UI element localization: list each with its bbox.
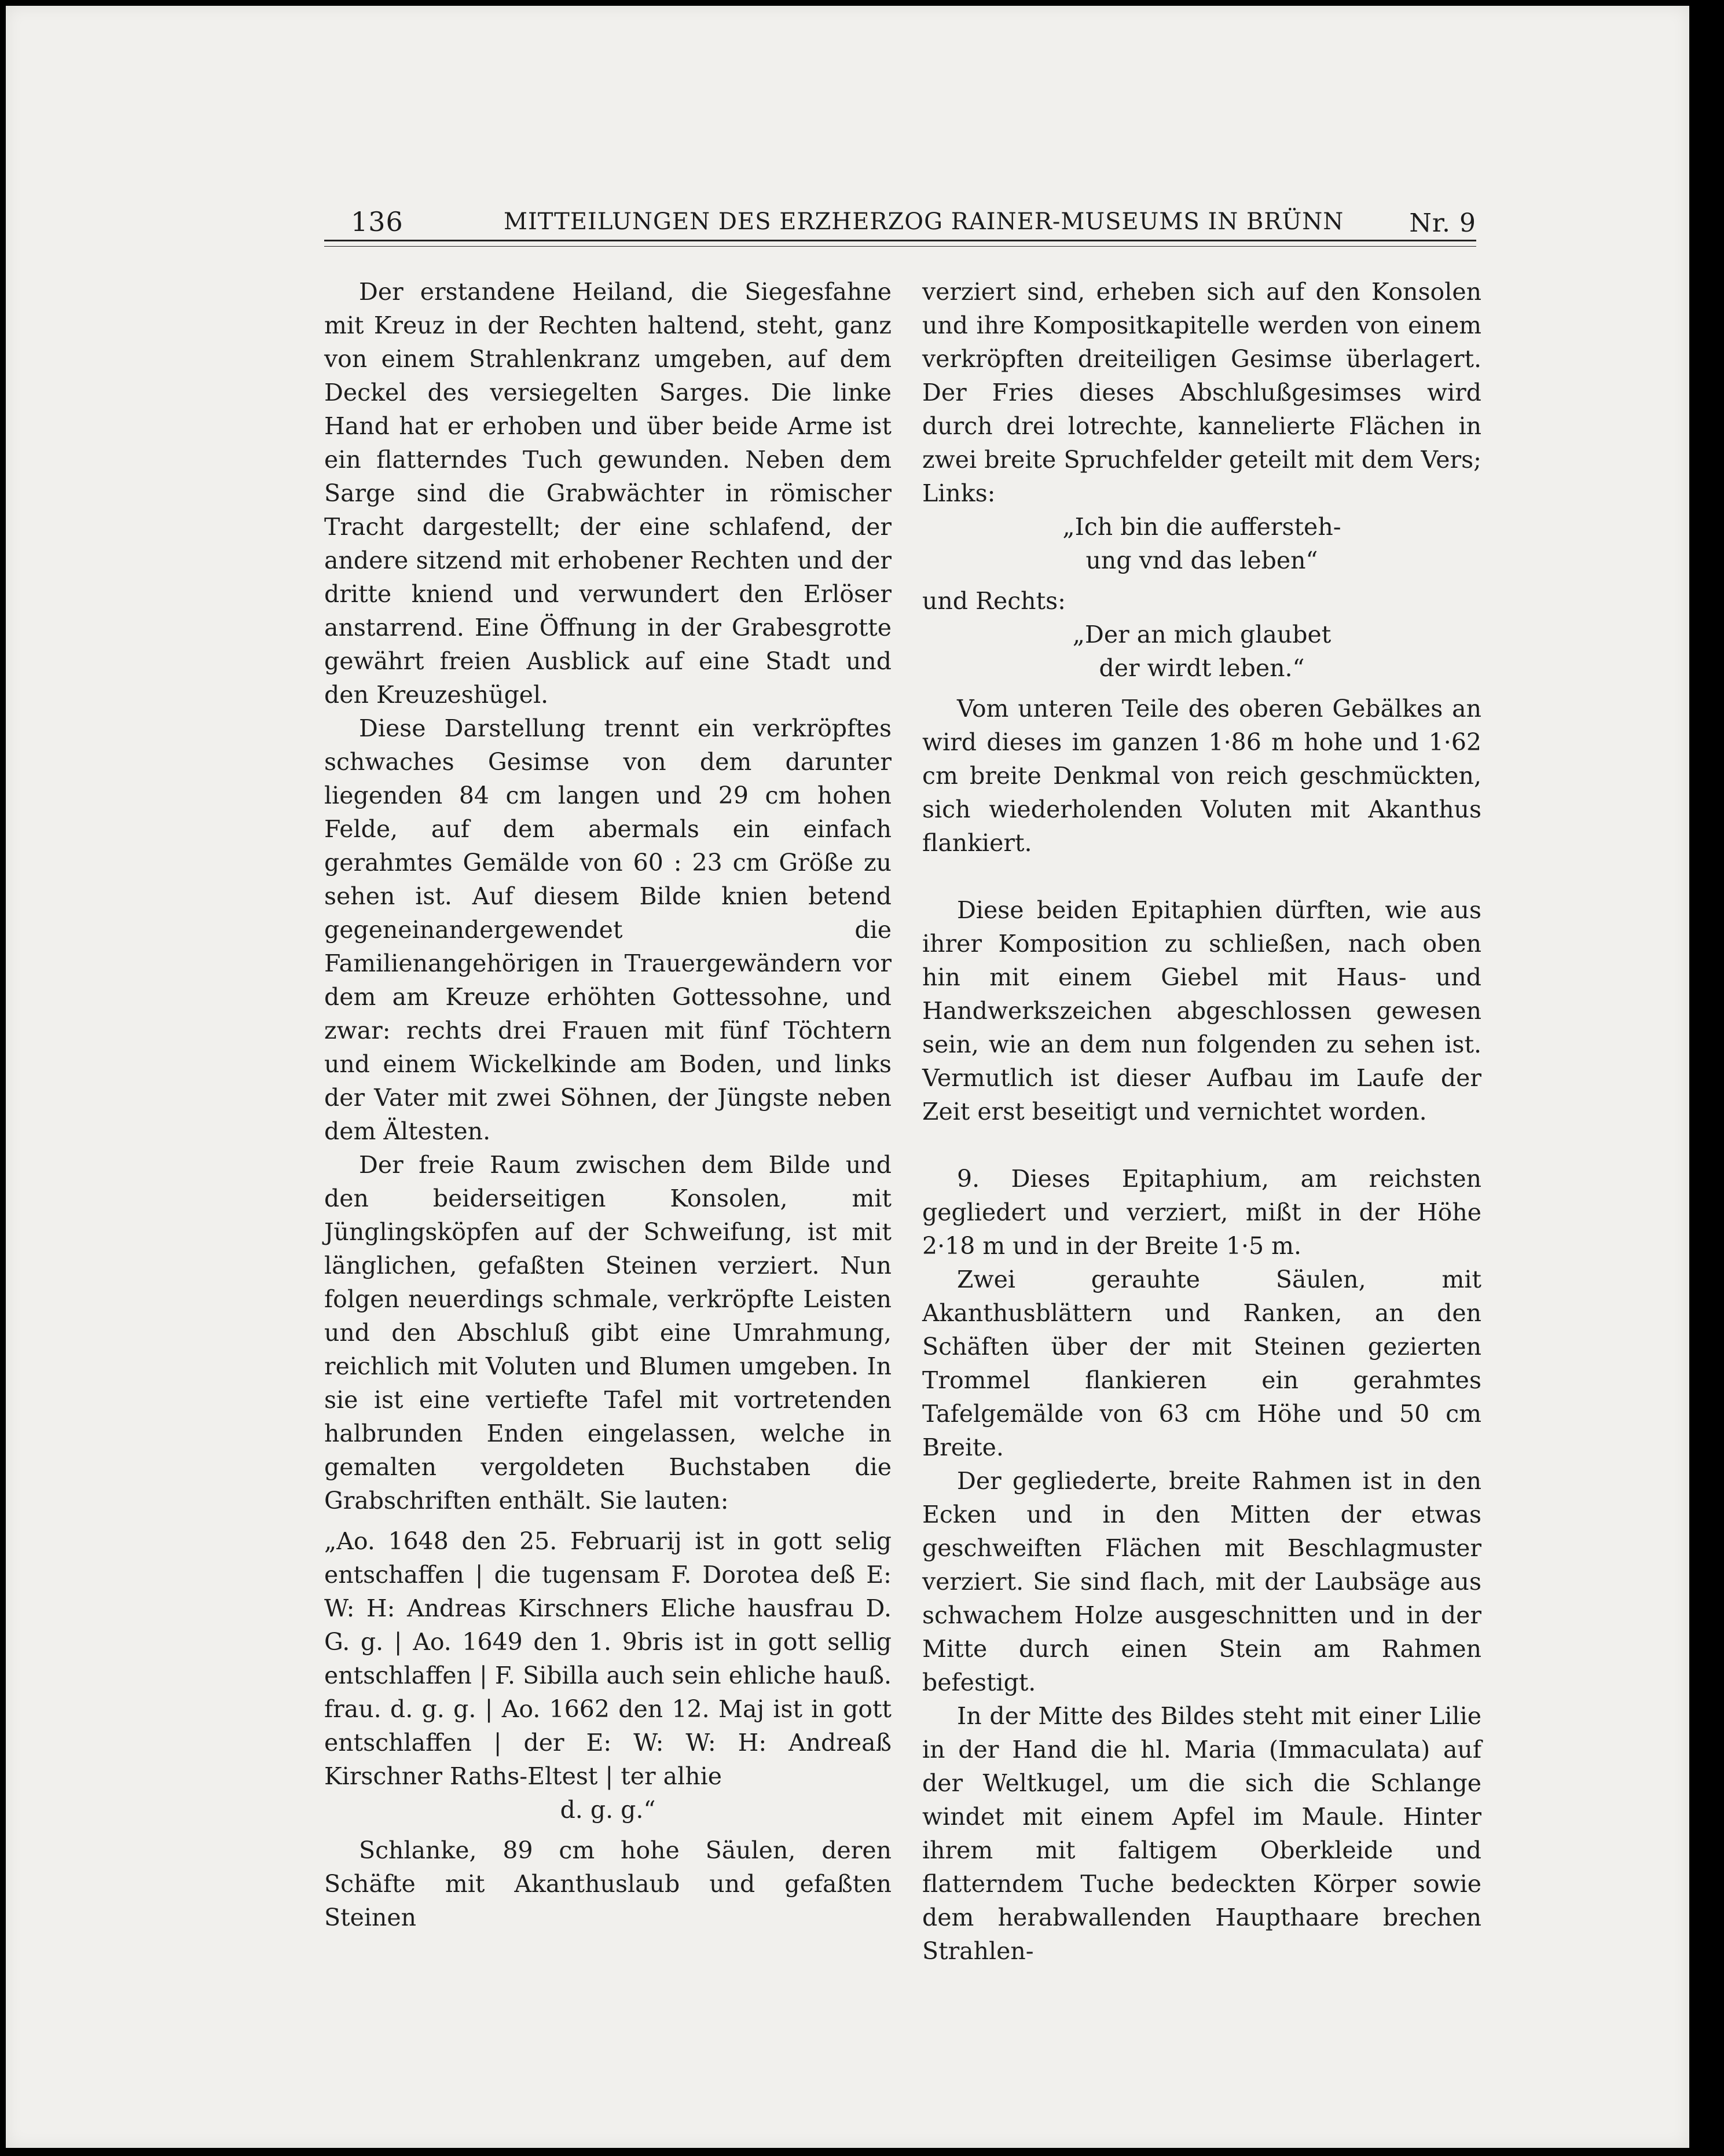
paragraph: Schlanke, 89 cm hohe Säulen, deren Schäfte mit Akanthuslaub und gefaßten Steinen [324, 1836, 892, 1931]
verse-line: ung vnd das leben“ [1085, 547, 1318, 574]
right-column [922, 275, 1481, 1968]
paragraph: 9. Dieses Epitaphium, am reichsten gegliedert und verziert, mißt in der Höhe 2·18 m und in der Breite 1·5 m. [922, 1165, 1481, 1260]
verse-line: „Der an mich glaubet [1072, 621, 1331, 648]
page-number: 136 [351, 206, 404, 237]
issue-number: Nr. 9 [1409, 208, 1476, 238]
paragraph: Diese Darstellung trennt ein verkröpftes schwaches Gesimse von dem darunter liegenden 84 cm langen und 29 cm hohen Felde, auf dem abermals ein einfach gerahmtes Gemälde von 60 : 23 cm Größe zu sehen ist. Auf diesem Bilde knien betend gegeneinandergewendet die Familienangehörigen in Trauergewändern vor dem am Kreuze erhöhten Gottessohne, und zwar: rechts drei Frauen mit fünf Töchtern und einem Wickelkinde am Boden, und links der Vater mit zwei Söhnen, der Jüngste neben dem Ältesten. [324, 714, 892, 1145]
scan-border [1689, 0, 1724, 2156]
epitaph-quote-end: d. g. g.“ [560, 1796, 656, 1824]
running-head [324, 203, 1476, 243]
header-rule [324, 240, 1476, 247]
paragraph: Der freie Raum zwischen dem Bilde und den beiderseitigen Konsolen, mit Jünglingsköpfen auf der Schweifung, ist mit länglichen, gefaßten Steinen verziert. Nun folgen neuerdings schmale, verkröpfte Leisten und den Abschluß gibt eine Umrahmung, reichlich mit Voluten und Blumen umgeben. In sie ist eine vertiefte Tafel mit vortretenden halbrunden Enden eingelassen, welche in gemalten vergoldeten Buchstaben die Grabschriften enthält. Sie lauten: [324, 1151, 892, 1515]
paragraph: verziert sind, erheben sich auf den Konsolen und ihre Kompositkapitelle werden von einem verkröpften dreiteiligen Gesimse überlagert. Der Fries dieses Abschlußgesimses wird durch drei lotrechte, kannelierte Flächen in zwei breite Spruchfelder geteilt mit dem Vers; Links: [922, 278, 1481, 507]
verse-line: „Ich bin die auffersteh- [1062, 513, 1341, 541]
paragraph: Zwei gerauhte Säulen, mit Akanthusblättern und Ranken, an den Schäften über der mit Steinen gezierten Trommel flankieren ein gerahmtes Tafelgemälde von 63 cm Höhe und 50 cm Breite. [922, 1266, 1481, 1461]
paragraph: Der gegliederte, breite Rahmen ist in den Ecken und in den Mitten der etwas geschweiften Flächen mit Beschlagmuster verziert. Sie sind flach, mit der Laubsäge aus schwachem Holze ausgeschnitten und in der Mitte durch einen Stein am Rahmen befestigt. [922, 1467, 1481, 1696]
verse-line: der wirdt leben.“ [1099, 654, 1305, 682]
epitaph-quote: „Ao. 1648 den 25. Februarij ist in gott selig entschaffen | die tugensam F. Dorotea deß E: W: H: Andreas Kirschners Eliche hausfrau D. G. g. | Ao. 1649 den 1. 9bris ist in gott sellig entschlaffen | F. Sibilla auch sein ehliche hauß. frau. d. g. g. | Ao. 1662 den 12. Maj ist in gott entschlaffen | der E: W: W: H: Andreaß Kirschner Raths-Eltest | ter alhie [324, 1527, 892, 1790]
left-column [324, 275, 892, 1934]
paragraph: Vom unteren Teile des oberen Gebälkes an wird dieses im ganzen 1·86 m hohe und 1·62 cm breite Denkmal von reich geschmückten, sich wiederholenden Voluten mit Akanthus flankiert. [922, 695, 1481, 857]
paragraph: und Rechts: [922, 587, 1066, 615]
journal-title: MITTEILUNGEN DES ERZHERZOG RAINER-MUSEUMS IN BRÜNN [504, 208, 1344, 235]
paragraph: Diese beiden Epitaphien dürften, wie aus ihrer Komposition zu schließen, nach oben hin mit einem Giebel mit Haus- und Handwerkszeichen abgeschlossen gewesen sein, wie an dem nun folgenden zu sehen ist. Vermutlich ist dieser Aufbau im Laufe der Zeit erst beseitigt und vernichtet worden. [922, 896, 1481, 1125]
paragraph: Der erstandene Heiland, die Siegesfahne mit Kreuz in der Rechten haltend, steht, ganz von einem Strahlenkranz umgeben, auf dem Deckel des versiegelten Sarges. Die linke Hand hat er erhoben und über beide Arme ist ein flatterndes Tuch gewunden. Neben dem Sarge sind die Grabwächter in römischer Tracht dargestellt; der eine schlafend, der andere sitzend mit erhobener Rechten und der dritte kniend und verwundert den Erlöser anstarrend. Eine Öffnung in der Grabesgrotte gewährt freien Ausblick auf eine Stadt und den Kreuzeshügel. [324, 278, 892, 709]
paragraph: In der Mitte des Bildes steht mit einer Lilie in der Hand die hl. Maria (Immaculata) auf der Weltkugel, um die sich die Schlange windet mit einem Apfel im Maule. Hinter ihrem mit faltigem Oberkleide und flatterndem Tuche bedeckten Körper sowie dem herabwallenden Haupthaare brechen Strahlen- [922, 1702, 1481, 1965]
